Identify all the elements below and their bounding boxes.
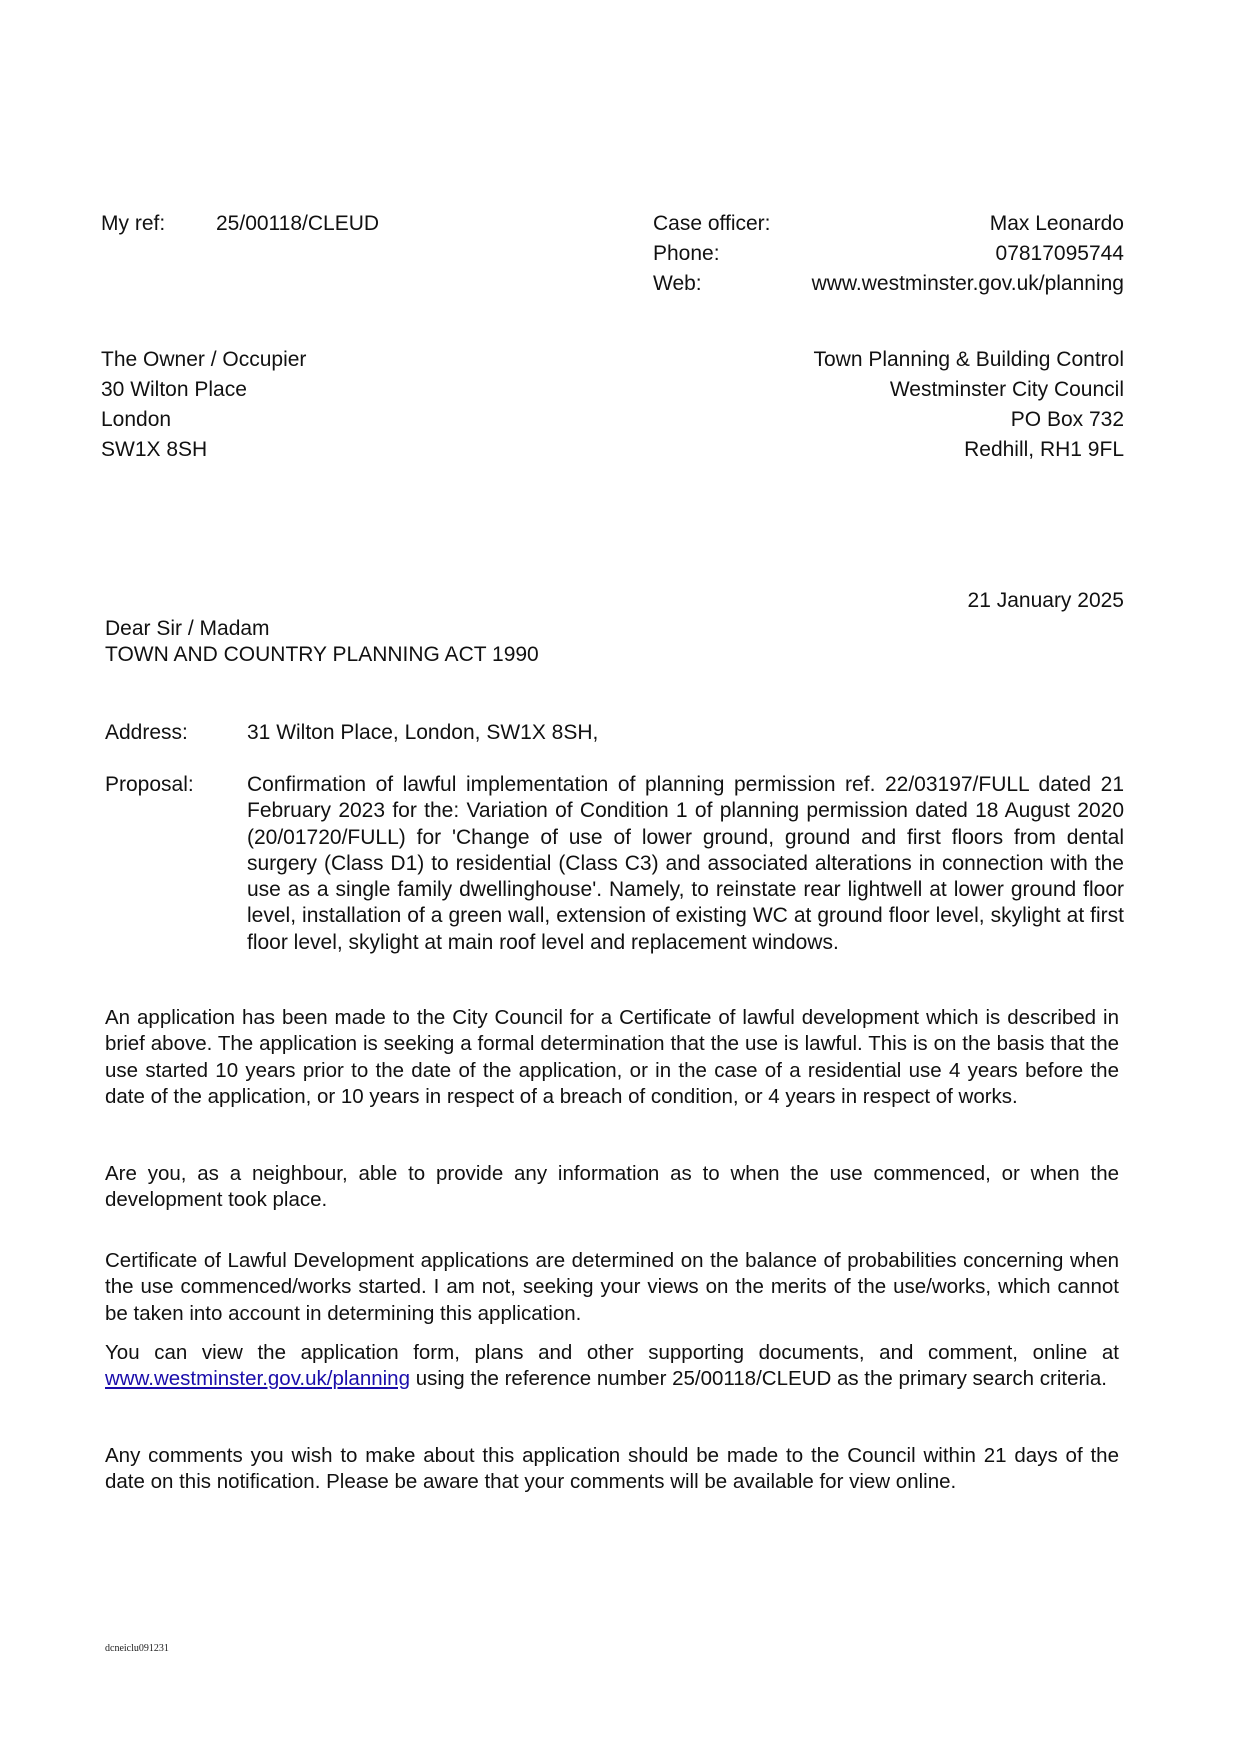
recipient-line: 30 Wilton Place <box>101 378 247 401</box>
paragraph-comments-deadline: Any comments you wish to make about this application should be made to the Council within 21 days of the date on this notification. Please be aware that your comments will be available for view online. <box>105 1444 1119 1494</box>
paragraph-neighbour-request: Are you, as a neighbour, able to provide any information as to when the use commenced, or when the development took place. <box>105 1162 1119 1212</box>
web-value: www.westminster.gov.uk/planning <box>811 272 1124 295</box>
my-ref-value: 25/00118/CLEUD <box>216 212 380 235</box>
sender-line: Town Planning & Building Control <box>813 348 1124 371</box>
sender-line: PO Box 732 <box>1010 408 1124 431</box>
case-officer-value: Max Leonardo <box>989 212 1124 235</box>
recipient-line: The Owner / Occupier <box>101 348 307 371</box>
planning-website-link[interactable]: www.westminster.gov.uk/planning <box>105 1367 410 1391</box>
web-label: Web: <box>653 272 702 295</box>
proposal-text: Confirmation of lawful implementation of planning permission ref. 22/03197/FULL dated 21 February 2023 for the: Variation of Condition 1 of planning permission dated 18 August 2020 (20/01720/FULL) for 'Change of use of lower ground, ground and first floors from dental surgery (Class D1) to residential (Class C3) and associated alterations in connection with the use as a single family dwellinghouse'. Namely, to reinstate rear lightwell at lower ground floor level, installation of a green wall, extension of existing WC at ground floor level, skylight at first floor level, skylight at main roof level and replacement windows. <box>247 773 1124 954</box>
proposal-label: Proposal: <box>105 773 194 796</box>
act-title: TOWN AND COUNTRY PLANNING ACT 1990 <box>105 643 539 666</box>
paragraph-application-description: An application has been made to the City Council for a Certificate of lawful development which is described in brief above. The application is seeking a formal determination that the use is lawful. This is on the basis that the use started 10 years prior to the date of the application, or in the case of a residential use 4 years before the date of the application, or 10 years in respect of a breach of condition, or 4 years in respect of works. <box>105 1006 1119 1108</box>
letter-date: 21 January 2025 <box>967 589 1124 612</box>
phone-value: 07817095744 <box>995 242 1124 265</box>
sender-address <box>660 345 1124 465</box>
salutation: Dear Sir / Madam <box>105 617 270 640</box>
case-officer-label: Case officer: <box>653 212 771 235</box>
address-value: 31 Wilton Place, London, SW1X 8SH, <box>247 721 599 744</box>
sender-line: Westminster City Council <box>889 378 1124 401</box>
footer-document-code: dcneiclu091231 <box>105 1643 169 1654</box>
recipient-line: SW1X 8SH <box>101 438 208 461</box>
address-label: Address: <box>105 721 188 744</box>
my-ref-label: My ref: <box>101 212 166 235</box>
sender-line: Redhill, RH1 9FL <box>964 438 1124 461</box>
paragraph-balance-of-probabilities: Certificate of Lawful Development applications are determined on the balance of probabilities concerning when the use commenced/works started. I am not, seeking your views on the merits of the use/works, which cannot be taken into account in determining this application. <box>105 1249 1119 1325</box>
recipient-line: London <box>101 408 172 431</box>
view-online-text-before: You can view the application form, plans and other supporting documents, and comment, online at <box>105 1341 1119 1364</box>
recipient-address <box>101 345 306 465</box>
phone-label: Phone: <box>653 242 720 265</box>
paragraph-view-online <box>105 1340 1119 1393</box>
view-online-text-after: using the reference number 25/00118/CLEUD as the primary search criteria. <box>410 1367 1107 1391</box>
